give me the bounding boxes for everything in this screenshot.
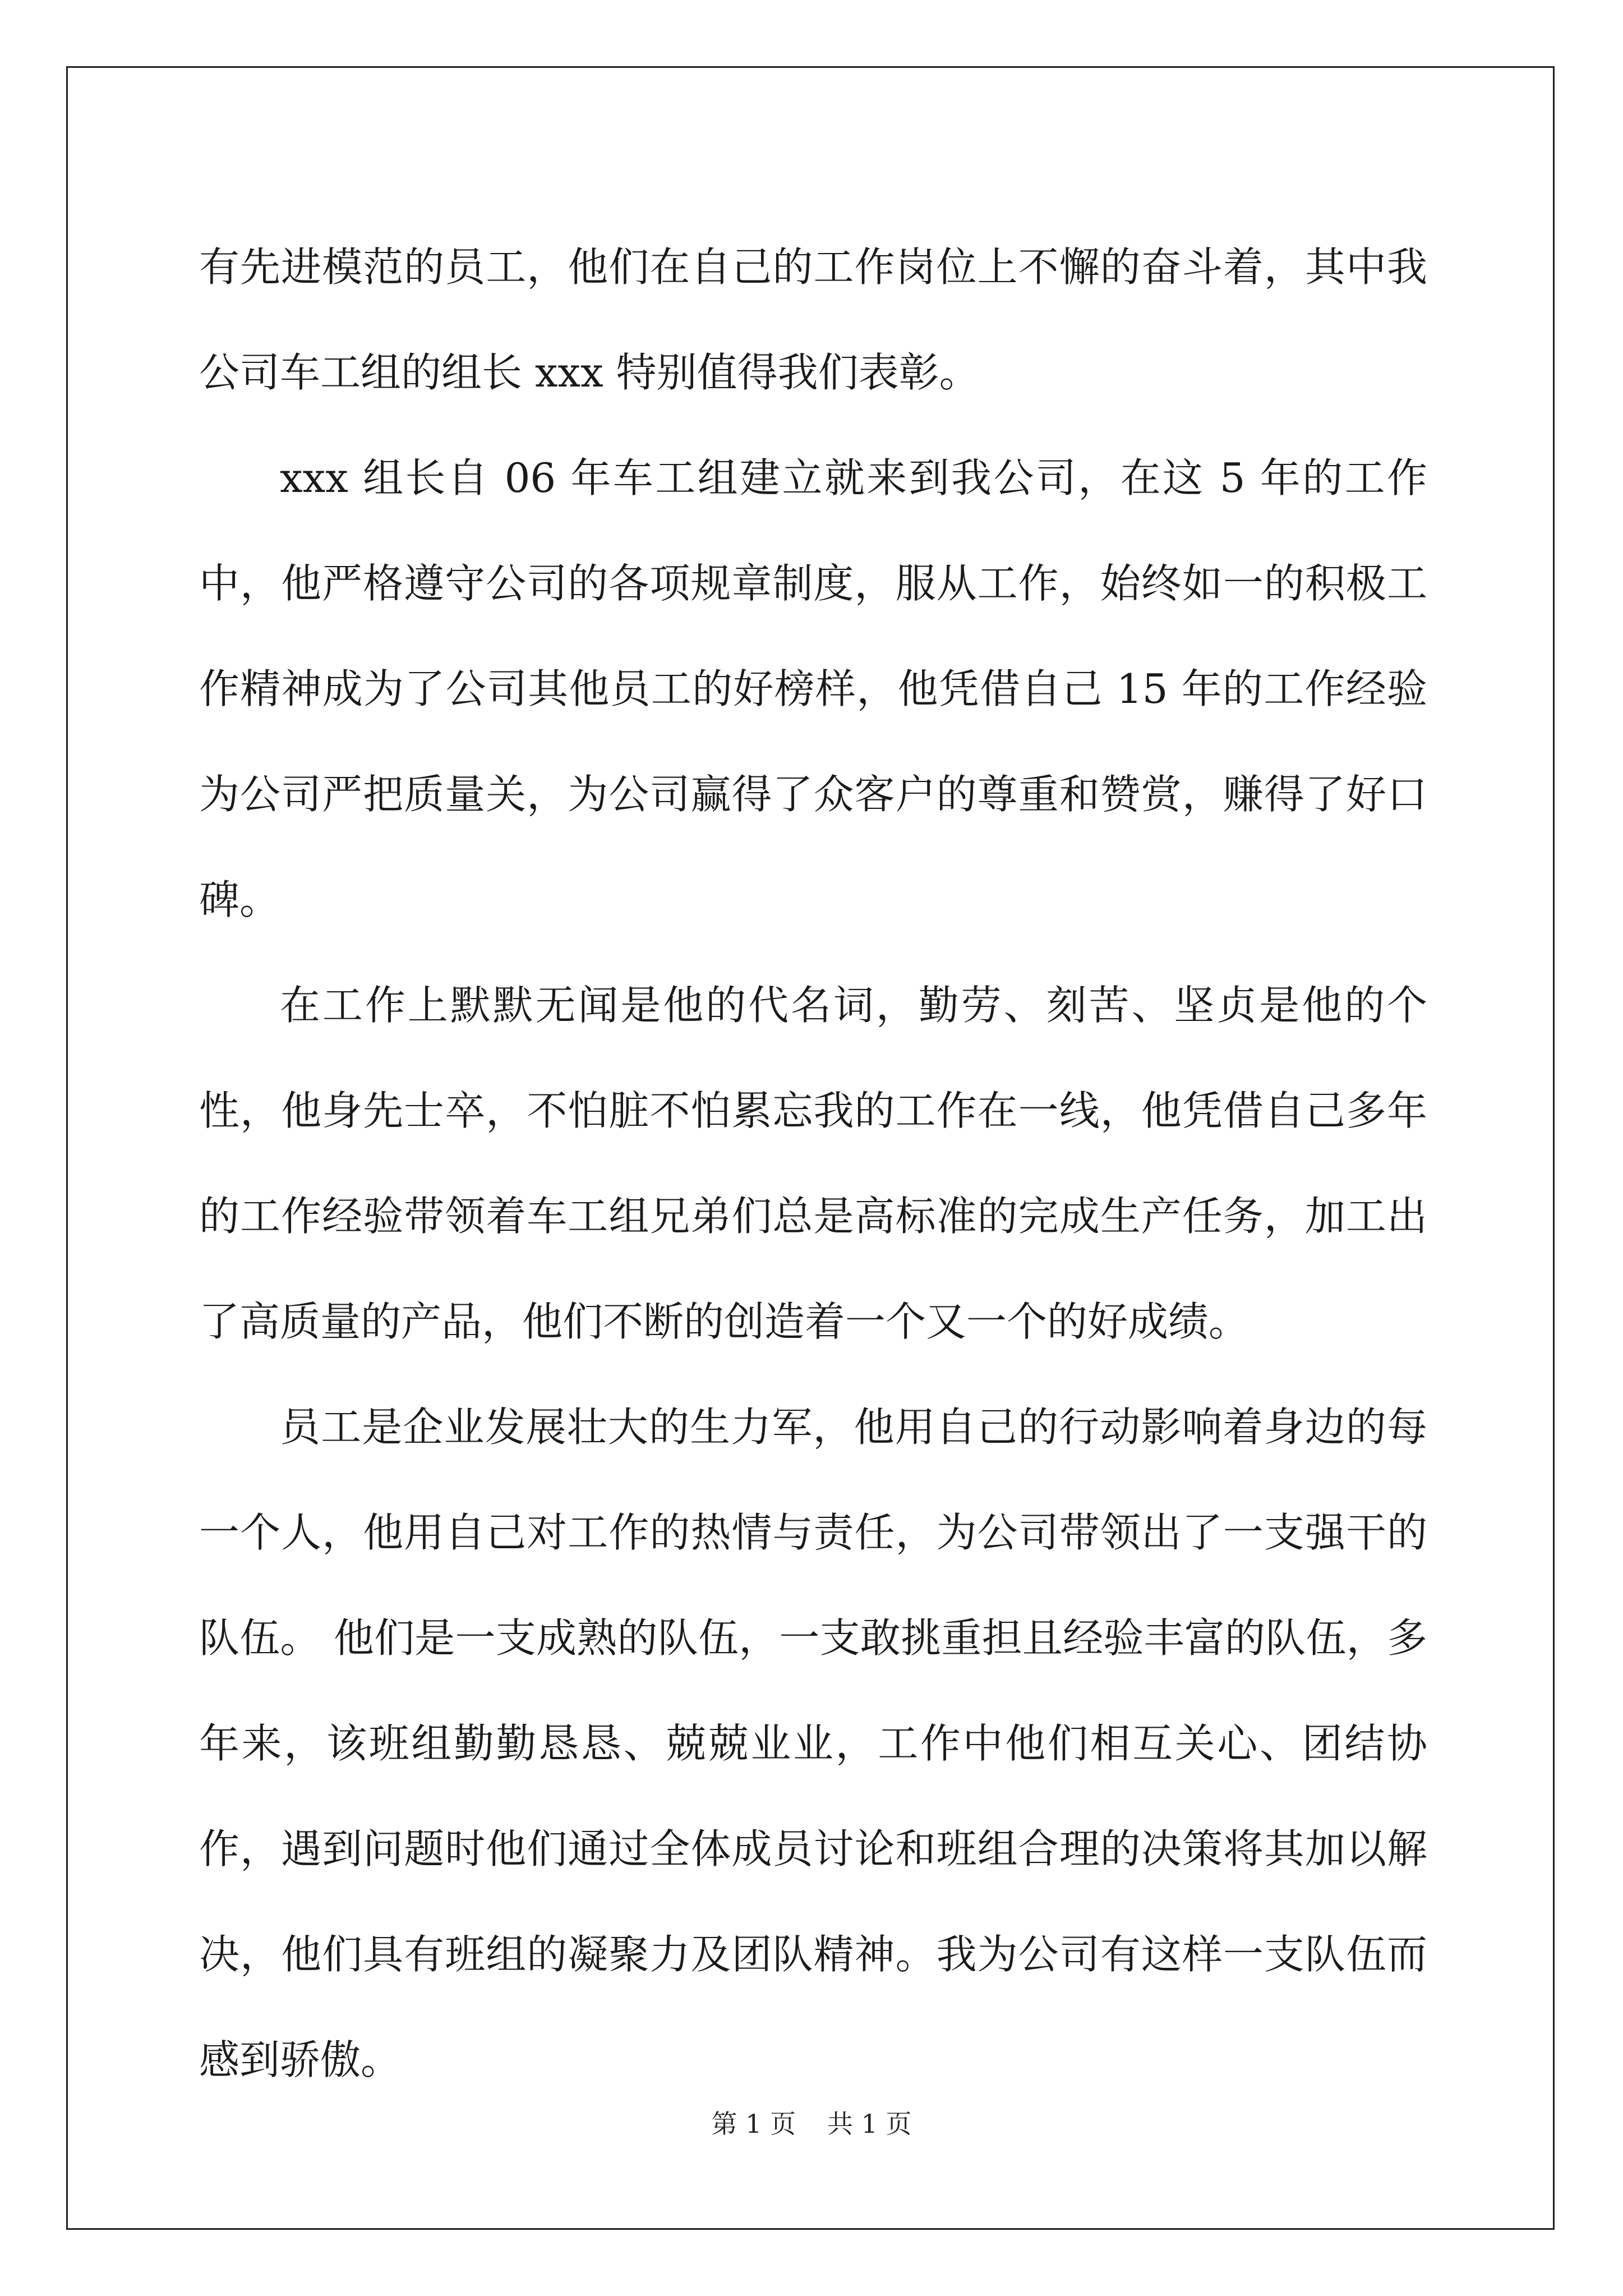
- paragraph-4: 员工是企业发展壮大的生力军，他用自己的行动影响着身边的每一个人，他用自己对工作的热情与责任，为公司带领出了一支强干的队伍。 他们是一支成熟的队伍，一支敢挑重担且经验丰富的队伍，多年来，该班组勤勤恳恳、兢兢业业，工作中他们相互关心、团结协作，遇到问题时他们通过全体成员讨论和班组合理的决策将其加以解决，他们具有班组的凝聚力及团队精神。我为公司有这样一支队伍而感到骄傲。: [199, 1404, 1427, 2083]
- paragraph-2: xxx 组长自 06 年车工组建立就来到我公司，在这 5 年的工作中，他严格遵守公司的各项规章制度，服从工作，始终如一的积极工作精神成为了公司其他员工的好榜样，他凭借自己 15 年的工作经验为公司严把质量关，为公司赢得了众客户的尊重和赞赏，赚得了好口碑。: [199, 454, 1427, 923]
- page-number: 第 1 页: [711, 2109, 796, 2139]
- paragraph-3: 在工作上默默无闻是他的代名词，勤劳、刻苦、坚贞是他的个性，他身先士卒，不怕脏不怕累忘我的工作在一线，他凭借自己多年的工作经验带领着车工组兄弟们总是高标准的完成生产任务，加工出了高质量的产品，他们不断的创造着一个又一个的好成绩。: [199, 982, 1427, 1345]
- paragraph-1: 有先进模范的员工，他们在自己的工作岗位上不懈的奋斗着，其中我公司车工组的组长 xxx 特别值得我们表彰。: [199, 243, 1427, 396]
- page-total: 共 1 页: [827, 2109, 912, 2139]
- document-body: [199, 214, 1427, 2113]
- page-footer: [0, 2104, 1623, 2141]
